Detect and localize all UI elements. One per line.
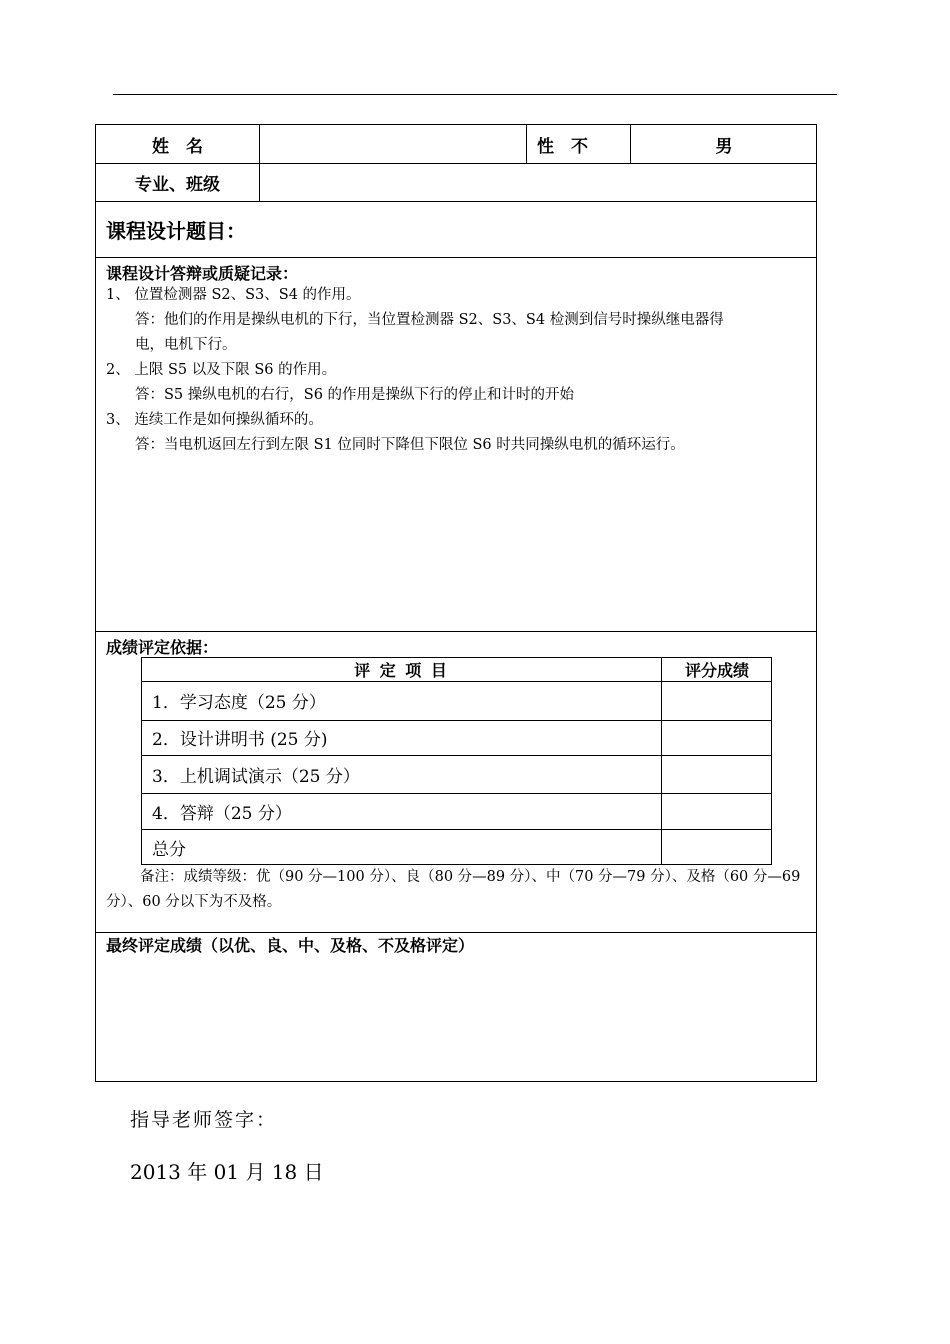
- grading-item: 4．答辩（25 分）: [152, 803, 292, 824]
- name-label: 姓 名: [152, 136, 203, 157]
- gender-value: 男: [715, 136, 733, 157]
- defense-record: [106, 283, 811, 458]
- row-divider: [96, 631, 816, 632]
- grading-table: [141, 657, 772, 865]
- grading-total: 总分: [152, 839, 186, 860]
- signature-date: 2013 年 01 月 18 日: [130, 1160, 324, 1184]
- row-divider: [96, 257, 816, 258]
- defense-line: 答：当电机返回左行到左限 S1 位同时下降但下限位 S6 时共同操纵电机的循环运行。: [135, 437, 685, 453]
- signature-label: 指导老师签字：: [130, 1109, 278, 1131]
- header-rule: [113, 94, 837, 95]
- final-grade-field[interactable]: [96, 965, 816, 1081]
- grading-heading: 成绩评定依据：: [106, 638, 219, 657]
- defense-line: 2、 上限 S5 以及下限 S6 的作用。: [106, 362, 337, 378]
- name-field[interactable]: [260, 125, 526, 163]
- score-field-design-doc[interactable]: [662, 721, 772, 755]
- final-grade-label: 最终评定成绩（以优、良、中、及格、不及格评定）: [106, 936, 475, 955]
- gender-label: 性 不: [537, 136, 588, 157]
- score-field-attitude[interactable]: [662, 682, 772, 720]
- grading-col-score: 评分成绩: [684, 661, 749, 680]
- grading-col-item: 评 定 项 目: [354, 661, 449, 680]
- grading-item: 3．上机调试演示（25 分）: [152, 766, 360, 787]
- row-divider: [96, 201, 816, 202]
- defense-heading: 课程设计答辩或质疑记录：: [106, 264, 299, 283]
- defense-line: 答：他们的作用是操纵电机的下行，当位置检测器 S2、S3、S4 检测到信号时操纵继电器得: [135, 312, 724, 328]
- score-field-defense[interactable]: [662, 794, 772, 829]
- grading-item: 2．设计讲明书 (25 分): [152, 730, 328, 750]
- grading-note: 备注：成绩等级：优（90 分—100 分）、良（80 分—89 分）、中（70 分—79 分）、及格（60 分—69 分）、60 分以下为不及格。: [106, 869, 801, 910]
- defense-line: 1、 位置检测器 S2、S3、S4 的作用。: [106, 287, 361, 303]
- evaluation-form: [95, 124, 817, 1082]
- major-class-field[interactable]: [260, 163, 817, 201]
- defense-line: 答：S5 操纵电机的右行，S6 的作用是操纵下行的停止和计时的开始: [135, 387, 575, 403]
- defense-line: 电，电机下行。: [135, 337, 237, 353]
- score-field-total[interactable]: [662, 830, 772, 865]
- topic-label: 课程设计题目：: [106, 219, 246, 243]
- defense-line: 3、 连续工作是如何操纵循环的。: [106, 412, 323, 428]
- grading-item: 1．学习态度（25 分）: [152, 693, 326, 713]
- score-field-demo[interactable]: [662, 756, 772, 793]
- major-class-label: 专业、班级: [135, 174, 220, 195]
